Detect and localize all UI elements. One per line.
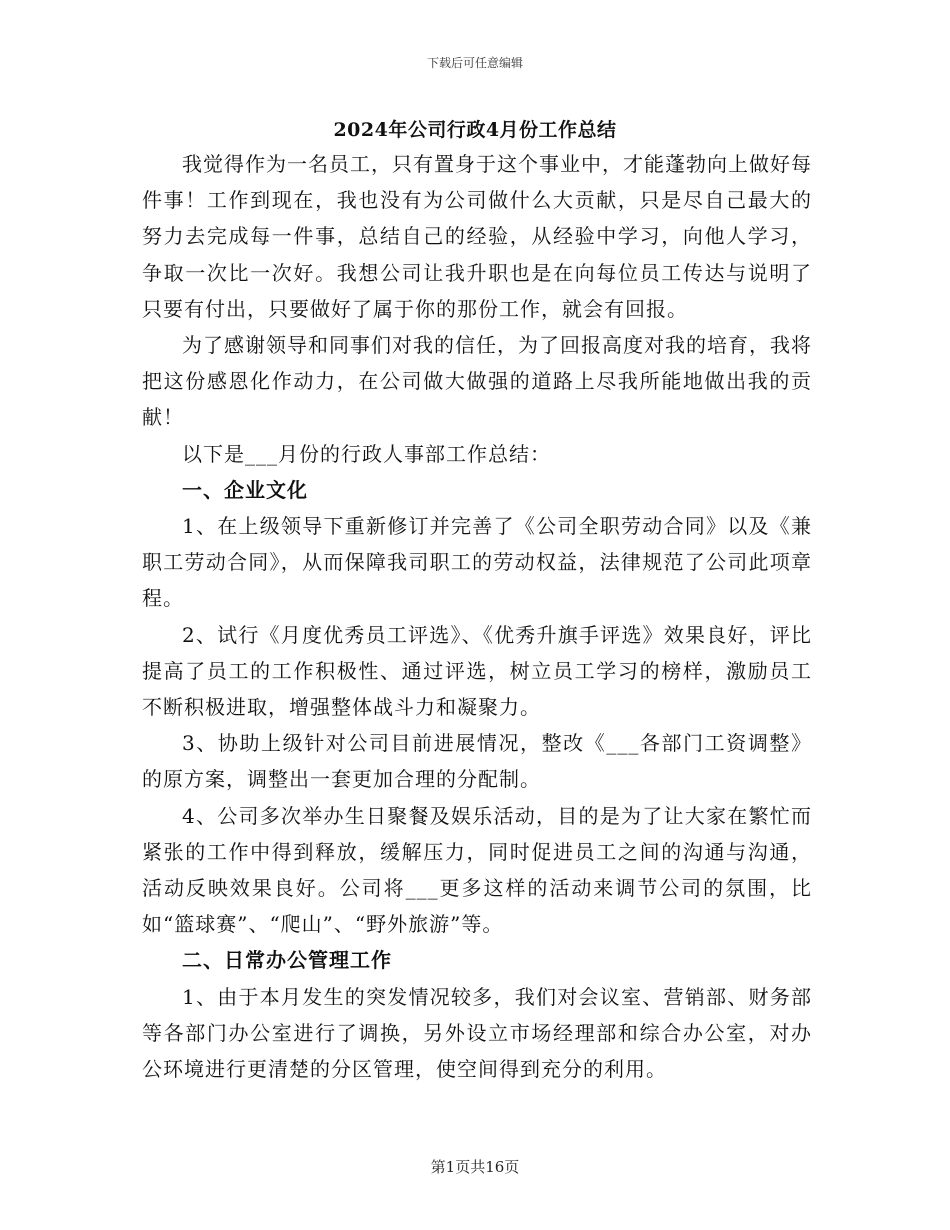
page-header-note: 下载后可任意编辑 <box>426 56 523 70</box>
intro-paragraph: 我觉得作为一名员工，只有置身于这个事业中，才能蓬勃向上做好每件事！工作到现在，我也没有为公司做什么大贡献，只是尽自己最大的努力去完成每一件事，总结自己的经验，从经验中学习，向他人学习，争取一次比一次好。我想公司让我升职也是在向每位员工传达与说明了只要有付出，只要做好了属于你的那份工作，就会有回报。 <box>142 152 812 321</box>
section-heading: 二、日常办公管理工作 <box>182 948 392 973</box>
section-item: 2、试行《月度优秀员工评选》、《优秀升旗手评选》效果良好，评比提高了员工的工作积极性、通过评选，树立员工学习的榜样，激励员工不断积极进取，增强整体战斗力和凝聚力。 <box>142 622 812 720</box>
section-item: 1、由于本月发生的突发情况较多，我们对会议室、营销部、财务部等各部门办公室进行了调换，另外设立市场经理部和综合办公室，对办公环境进行更清楚的分区管理，使空间得到充分的利用。 <box>142 984 812 1082</box>
document-body <box>142 146 812 1087</box>
document-title: 2024年公司行政4月份工作总结 <box>333 119 617 141</box>
section-item: 3、协助上级针对公司目前进展情况，整改《___各部门工资调整》的原方案，调整出一套更加合理的分配制。 <box>142 731 812 792</box>
page-number: 第1页共16页 <box>430 1158 520 1176</box>
intro-paragraph: 以下是___月份的行政人事部工作总结： <box>182 441 551 466</box>
section-heading: 一、企业文化 <box>182 477 308 502</box>
section-item: 4、公司多次举办生日聚餐及娱乐活动，目的是为了让大家在繁忙而紧张的工作中得到释放，缓解压力，同时促进员工之间的沟通与沟通，活动反映效果良好。公司将___更多这样的活动来调节公司的氛围，比如“篮球赛”、“爬山”、“野外旅游”等。 <box>142 803 812 937</box>
section-item: 1、在上级领导下重新修订并完善了《公司全职劳动合同》以及《兼职工劳动合同》，从而保障我司职工的劳动权益，法律规范了公司此项章程。 <box>142 514 812 611</box>
intro-paragraph: 为了感谢领导和同事们对我的信任，为了回报高度对我的培育，我将把这份感恩化作动力，在公司做大做强的道路上尽我所能地做出我的贡献！ <box>142 333 812 430</box>
